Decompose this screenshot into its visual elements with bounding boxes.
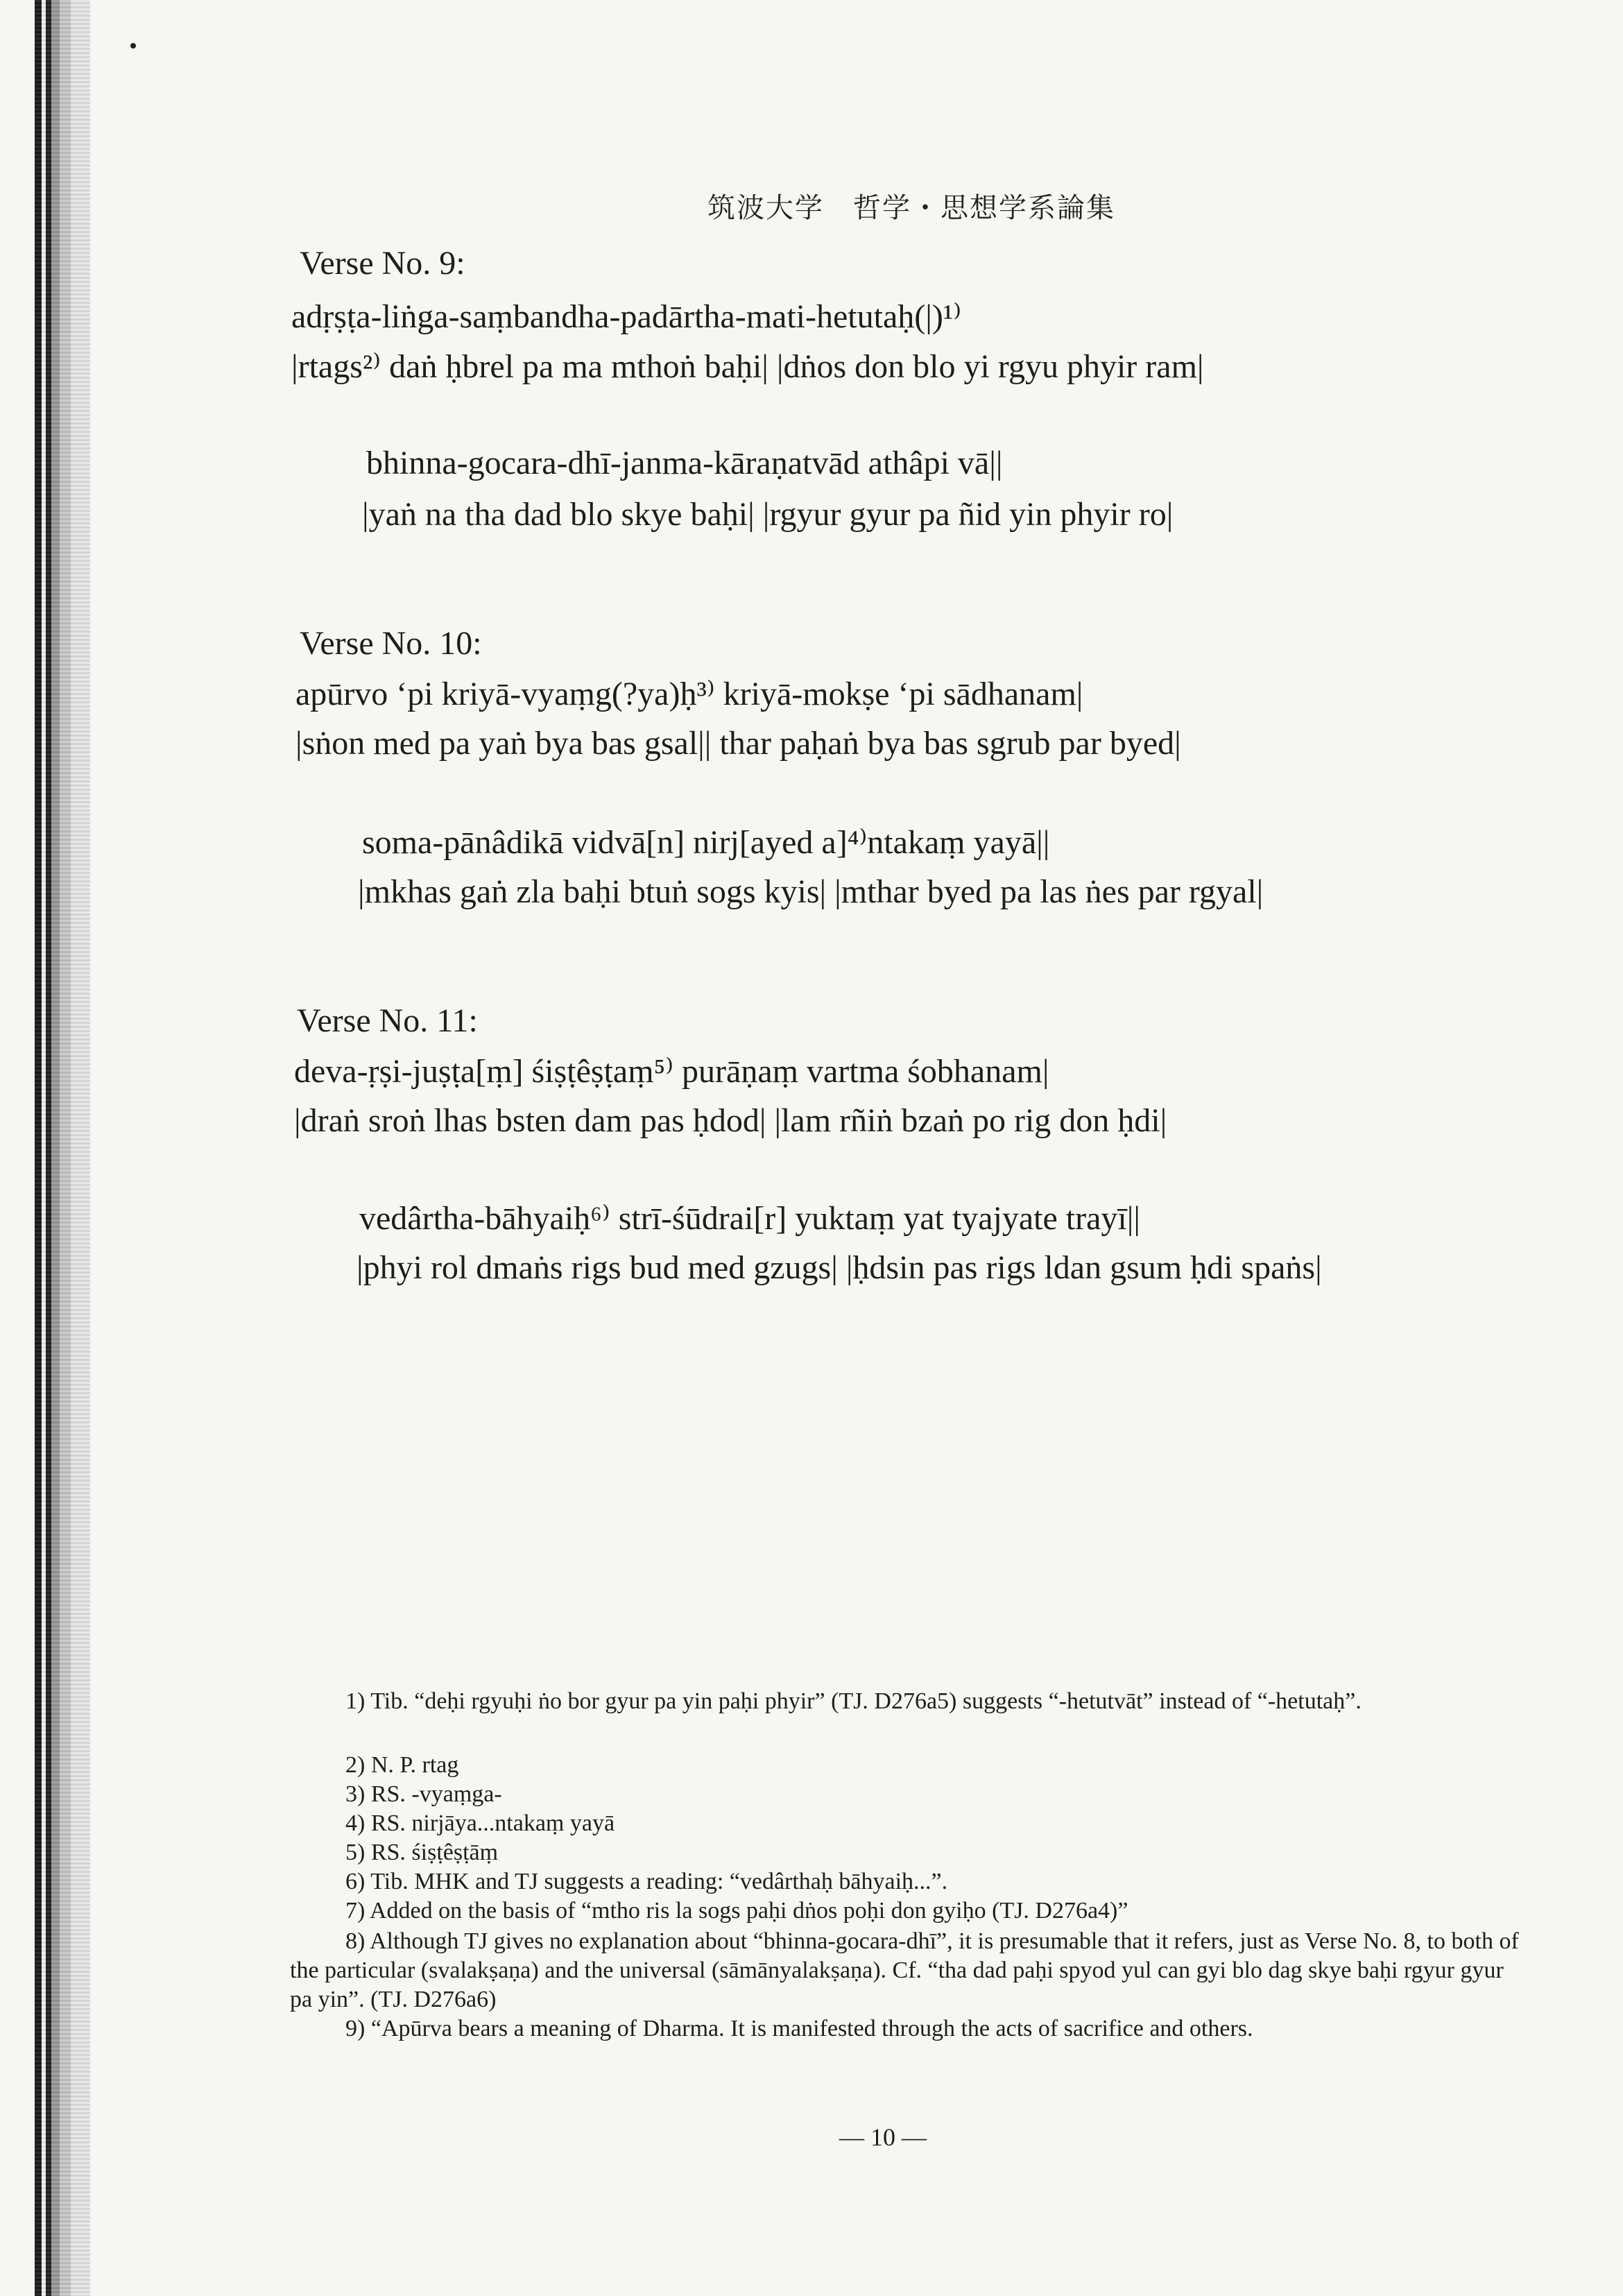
- footnote-3: 3) RS. -vyaṃga-: [345, 1781, 502, 1807]
- footnote-1: 1) Tib. “deḥi rgyuḥi ṅo bor gyur pa yin paḥi phyir” (TJ. D276a5) suggests “-hetutvāt” instead of “-hetutaḥ”.: [345, 1688, 1362, 1714]
- footnote-7: 7) Added on the basis of “mtho ris la sogs paḥi dṅos poḥi don gyiḥo (TJ. D276a4)”: [345, 1898, 1128, 1924]
- page-number: — 10 —: [839, 2123, 927, 2151]
- verse-11-tibetan-2: |phyi rol dmaṅs rigs bud med gzugs| |ḥdsin pas rigs ldan gsum ḥdi spaṅs|: [357, 1249, 1322, 1286]
- footnote-5: 5) RS. śiṣṭêṣṭāṃ: [345, 1840, 499, 1865]
- book-binding-edge: [35, 0, 90, 2296]
- verse-10-tibetan-1: |sṅon med pa yaṅ bya bas gsal|| thar paḥaṅ bya bas sgrub par byed|: [295, 725, 1181, 762]
- verse-9-tibetan-1: |rtags²⁾ daṅ ḥbrel pa ma mthoṅ baḥi| |dṅos don blo yi rgyu phyir ram|: [291, 348, 1204, 385]
- verse-11-sanskrit-1: deva-ṛṣi-juṣṭa[ṃ] śiṣṭêṣṭaṃ⁵⁾ purāṇaṃ vartma śobhanam|: [294, 1053, 1049, 1090]
- verse-10-tibetan-2: |mkhas gaṅ zla baḥi btuṅ sogs kyis| |mthar byed pa las ṅes par rgyal|: [358, 873, 1264, 910]
- verse-9-sanskrit-1: adṛṣṭa-liṅga-saṃbandha-padārtha-mati-hetutaḥ(|)¹⁾: [291, 298, 962, 335]
- verse-11-sanskrit-2: vedârtha-bāhyaiḥ⁶⁾ strī-śūdrai[r] yuktaṃ yat tyajyate trayī||: [359, 1200, 1140, 1237]
- scan-speck: [130, 43, 136, 49]
- verse-title-11: Verse No. 11:: [297, 1002, 478, 1039]
- footnote-2: 2) N. P. rtag: [345, 1752, 459, 1778]
- footnote-9: 9) “Apūrva bears a meaning of Dharma. It is manifested through the acts of sacrifice and others.: [345, 2016, 1253, 2041]
- verse-10-sanskrit-1: apūrvo ‘pi kriyā-vyaṃg(?ya)ḥ³⁾ kriyā-mokṣe ‘pi sādhanam|: [295, 676, 1083, 712]
- verse-title-9: Verse No. 9:: [300, 245, 465, 282]
- journal-header: 筑波大学 哲学・思想学系論集: [707, 192, 1115, 224]
- verse-9-sanskrit-2: bhinna-gocara-dhī-janma-kāraṇatvād athâpi vā||: [366, 445, 1003, 481]
- verse-title-10: Verse No. 10:: [300, 625, 482, 662]
- footnote-8: 8) Although TJ gives no explanation about “bhinna-gocara-dhī”, it is presumable that it refers, just as Verse No. 8, to both of the particular (svalakṣaṇa) and the universal (sāmānyalakṣaṇa). Cf. “tha dad paḥi spyod yul can gyi blo dag skye baḥi rgyur gyur pa yin”. (TJ. D276a6): [290, 1928, 1519, 2012]
- verse-11-tibetan-1: |draṅ sroṅ lhas bsten dam pas ḥdod| |lam rñiṅ bzaṅ po rig don ḥdi|: [294, 1102, 1167, 1139]
- footnote-4: 4) RS. nirjāya...ntakaṃ yayā: [345, 1810, 615, 1836]
- footnote-6: 6) Tib. MHK and TJ suggests a reading: “vedârthaḥ bāhyaiḥ...”.: [345, 1869, 948, 1894]
- verse-10-sanskrit-2: soma-pānâdikā vidvā[n] nirj[ayed a]⁴⁾ntakaṃ yayā||: [362, 824, 1050, 861]
- verse-9-tibetan-2: |yaṅ na tha dad blo skye baḥi| |rgyur gyur pa ñid yin phyir ro|: [362, 496, 1174, 533]
